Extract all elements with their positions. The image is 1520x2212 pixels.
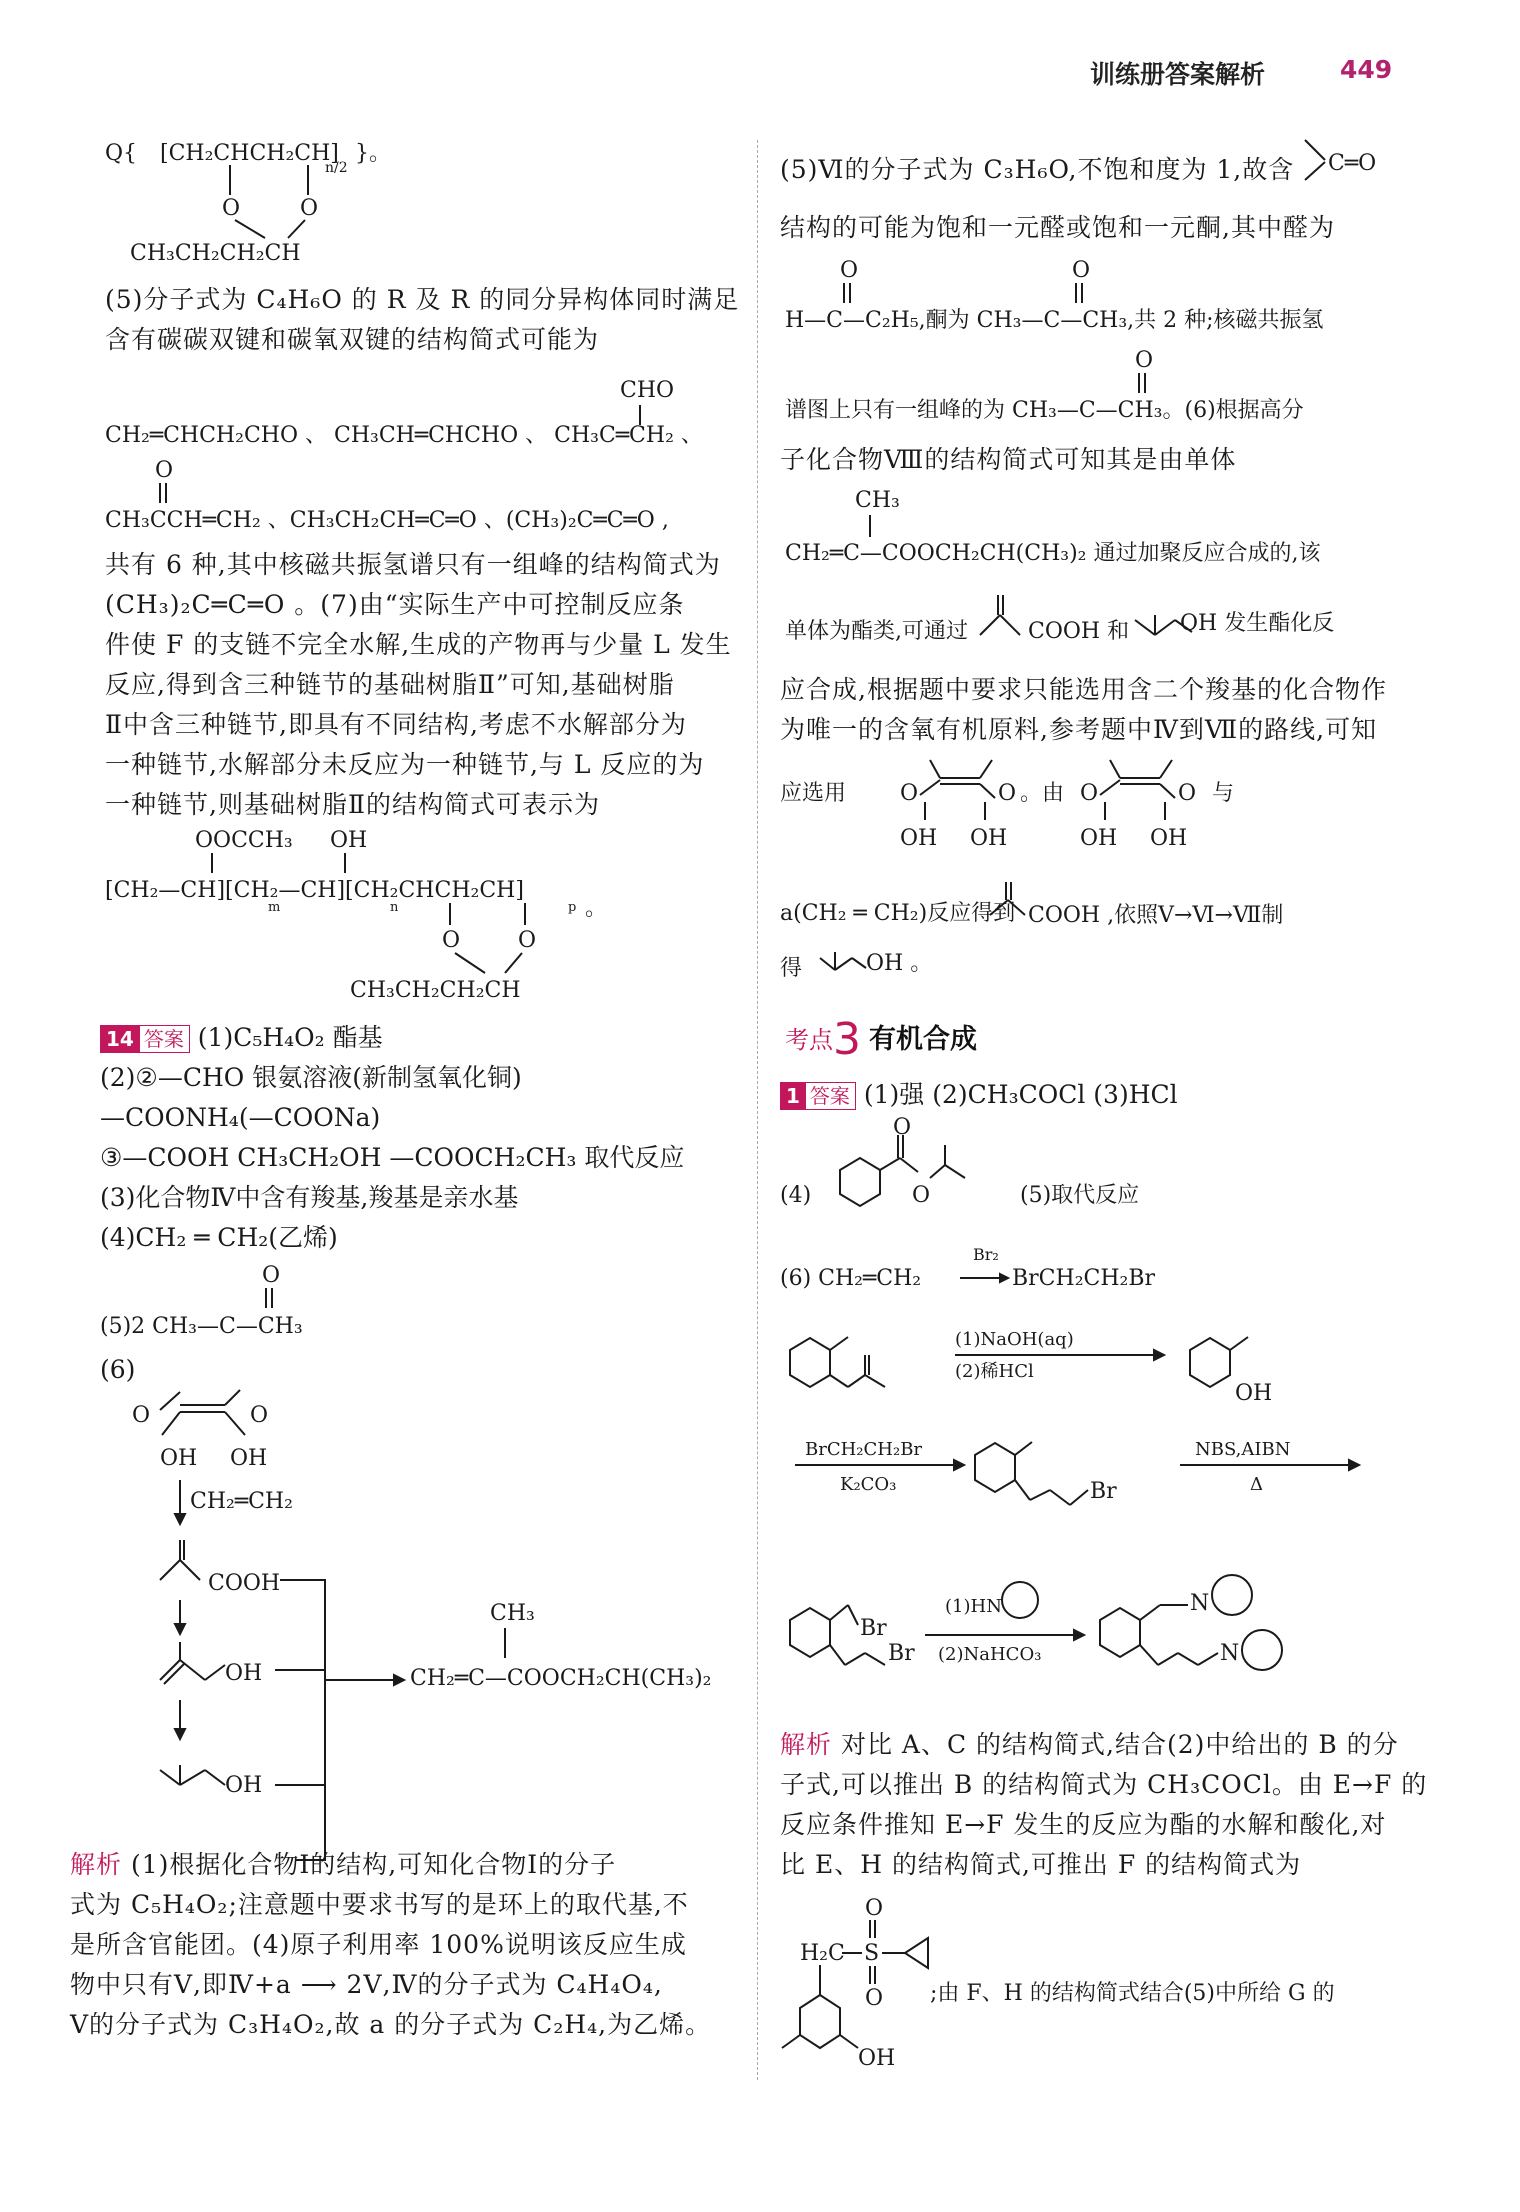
bond (1158, 1653, 1178, 1665)
q-label: Q{ (105, 141, 138, 166)
resin-main: [CH₂—CH][CH₂—CH][CH₂CHCH₂CH] (105, 878, 524, 903)
jx-left-line-4: 物中只有Ⅴ,即Ⅳ+a ⟶ 2Ⅴ,Ⅳ的分子式为 C₄H₄O₄, (70, 1970, 663, 1999)
arrowhead (1000, 1274, 1008, 1282)
p7-line-2: (CH₃)₂C═C═O 。(7)由“实际生产中可控制反应条 (105, 590, 685, 619)
resin-sub-p: p (568, 900, 577, 915)
jx-right-text-1: 对比 A、C 的结构简式,结合(2)中给出的 B 的分 (840, 1730, 1399, 1759)
r11-text-a: a(CH₂ ═ CH₂)反应得到 (780, 901, 1016, 926)
bond (1100, 780, 1120, 795)
q-sub: n/2 (325, 160, 348, 176)
r10-text-a: 应选用 (780, 781, 847, 806)
kaodian-title: 有机合成 (868, 1024, 977, 1055)
answer-14-line-1 (100, 1023, 383, 1053)
answer-14-line-3: —COONH₄(—COONa) (100, 1103, 381, 1132)
acetone-structure (100, 1260, 500, 1340)
p7-line-4: 反应,得到含三种链节的基础树脂Ⅱ”可知,基础树脂 (105, 670, 675, 699)
connector (280, 1580, 325, 1860)
bond (1160, 760, 1172, 778)
step1-oh: OH (1235, 1381, 1273, 1406)
cond2-a: BrCH₂CH₂Br (805, 1439, 923, 1460)
bond (1030, 1490, 1050, 1500)
bond (1140, 1605, 1160, 1620)
resin-o-right: O (518, 928, 537, 953)
cond1-b: (2)稀HCl (955, 1361, 1034, 1382)
answer-14-line-6: (4)CH₂ ═ CH₂(乙烯) (100, 1223, 338, 1252)
final-oh: OH (858, 2046, 896, 2071)
bond (830, 1337, 848, 1350)
iso-line-1: CH₂═CHCH₂CHO 、 CH₃CH═CHCHO 、 CH₃C═CH₂ 、 (105, 423, 703, 448)
answer-14-num: 14 (100, 1025, 140, 1053)
a1-6-label: (6) CH₂═CH₂ (780, 1266, 922, 1291)
r-line-5: 子化合物Ⅷ的结构简式可知其是由单体 (780, 445, 1237, 474)
bond (1230, 1337, 1248, 1350)
section-kaodian-3 (785, 1014, 977, 1065)
bond (1070, 1490, 1088, 1505)
bond (180, 1660, 205, 1680)
synthesis-step-1 (780, 1305, 1410, 1415)
acetone-structure-2 (780, 345, 1410, 425)
resin-occh3: OOCCH₃ (195, 828, 293, 853)
r-line-8: 应合成,根据题中要求只能选用含二个羧基的化合物作 (780, 675, 1387, 704)
bond (920, 780, 940, 795)
isopropyl-benzoate-structure (780, 1115, 1410, 1240)
carbonyl-co: C═O (1328, 151, 1377, 176)
answer-14-tag: 答案 (138, 1025, 190, 1053)
bond (930, 1165, 945, 1178)
isomer-structures (100, 365, 740, 545)
bond (225, 1390, 240, 1405)
cond1-a: (1)NaOH(aq) (955, 1329, 1074, 1350)
bond (830, 1645, 845, 1665)
p5-line-2: 含有碳碳双键和碳氧双键的结构简式可能为 (105, 325, 600, 354)
s6-cooh: COOH (208, 1571, 281, 1596)
cond2-b: K₂CO₃ (840, 1474, 897, 1495)
step3-br-1: Br (860, 1616, 887, 1641)
bond (930, 760, 940, 778)
s6-oh-2: OH (225, 1661, 263, 1686)
jx-left-line-5: Ⅴ的分子式为 C₃H₄O₂,故 a 的分子式为 C₂H₄,为乙烯。 (70, 2010, 712, 2039)
jx-left-tag: 解析 (70, 1850, 123, 1879)
bond (845, 1653, 865, 1665)
r7-text-c: OH 发生酯化反 (1180, 611, 1335, 636)
answer-14-line-2: (2)②—CHO 银氨溶液(新制氢氧化铜) (100, 1063, 522, 1092)
aldehyde-ketone-structures (780, 255, 1410, 335)
step3-n-1: N (1190, 1591, 1210, 1616)
bond (160, 1560, 180, 1580)
r11-text-b: COOH ,依照Ⅴ→Ⅵ→Ⅶ制 (1028, 903, 1284, 928)
resin-sub-n: n (390, 900, 399, 915)
p7-line-1: 共有 6 种,其中核磁共振氢谱只有一组峰的结构简式为 (105, 550, 721, 579)
jx-left-text-1: (1)根据化合物Ⅰ的结构,可知化合物Ⅰ的分子 (130, 1850, 617, 1879)
arrowhead (1349, 1460, 1359, 1470)
answer-1-line-1 (780, 1080, 1178, 1110)
bond (288, 220, 305, 238)
arrowhead (1154, 1350, 1164, 1360)
answer-14-line-4: ③—COOH CH₃CH₂OH —COOCH₂CH₃ 取代反应 (100, 1143, 685, 1172)
r10-oh-4: OH (1150, 826, 1188, 851)
answer-1-6-ethylene (780, 1240, 1410, 1300)
pyrrolidine-ring (1212, 1575, 1252, 1615)
q-tail: }。 (355, 141, 391, 166)
s6-o-right: O (250, 1403, 269, 1428)
jx-left-line-1 (70, 1850, 616, 1880)
header-title: 训练册答案解析 (1090, 60, 1266, 89)
pyrrolidine-ring (1242, 1630, 1282, 1670)
bond (945, 1165, 965, 1178)
r7-structures (780, 580, 1410, 660)
benzene-ring (1100, 1608, 1140, 1657)
r-line-9: 为唯一的含氧有机原料,参考题中Ⅳ到Ⅶ的路线,可知 (780, 715, 1378, 744)
a1-5-label: (5)取代反应 (1020, 1183, 1140, 1208)
iso-cho: CHO (620, 378, 675, 403)
benzene-ring (840, 1158, 880, 1206)
synthesis-step-2 (780, 1420, 1410, 1540)
bond (1305, 140, 1325, 160)
cond3-a: NBS,AIBN (1195, 1439, 1291, 1460)
arrowhead (175, 1624, 185, 1634)
bond (1135, 620, 1155, 635)
bond (840, 2035, 858, 2048)
arrowhead (394, 1675, 404, 1685)
benzene-ring (975, 1443, 1015, 1492)
a1-4-label: (4) (780, 1183, 812, 1208)
s6-ethylene: CH₂═CH₂ (190, 1489, 293, 1514)
q-bottom: CH₃CH₂CH₂CH (130, 241, 301, 266)
resin-sub-m: m (268, 900, 281, 915)
step2-br: Br (1090, 1479, 1117, 1504)
s6-oh-3: OH (225, 1773, 263, 1798)
q-polymer-structure (100, 120, 740, 270)
bond (180, 1770, 205, 1785)
cond4-b: (2)NaHCO₃ (938, 1644, 1042, 1665)
r10-o-1: O (900, 781, 919, 806)
answer-14-line-5: (3)化合物Ⅳ中含有羧基,羧基是亲水基 (100, 1183, 519, 1212)
arrowhead (175, 1514, 185, 1524)
s6-o-left: O (132, 1403, 151, 1428)
arrowhead (1074, 1630, 1084, 1640)
bond (1178, 1653, 1198, 1665)
s6-oh-right: OH (230, 1446, 268, 1471)
r-line-2: 结构的可能为饱和一元醛或饱和一元酮,其中醛为 (780, 213, 1335, 242)
jx-left-line-3: 是所含官能团。(4)原子利用率 100%说明该反应生成 (70, 1930, 687, 1959)
bond (900, 1158, 918, 1172)
q-formula: [CH₂CHCH₂CH] (160, 141, 339, 166)
r10-oh-3: OH (1080, 826, 1118, 851)
column-divider (757, 140, 758, 2080)
resin-bottom: CH₃CH₂CH₂CH (350, 978, 521, 1003)
p7-line-7: 一种链节,则基础树脂Ⅱ的结构简式可表示为 (105, 790, 600, 819)
bond (980, 760, 992, 778)
bond (1160, 784, 1175, 798)
r10-o-3: O (1080, 781, 1099, 806)
a1-6-prod: BrCH₂CH₂Br (1012, 1266, 1156, 1291)
bond (180, 1560, 200, 1580)
jx-right-tag: 解析 (780, 1730, 833, 1759)
bond (830, 1375, 848, 1387)
r10-o-4: O (1178, 781, 1197, 806)
resin-oh: OH (330, 828, 368, 853)
p5-line-1: (5)分子式为 C₄H₆O 的 R 及 R 的同分异构体同时满足 (105, 285, 740, 314)
answer-1-text: (1)强 (2)CH₃COCl (3)HCl (863, 1080, 1178, 1109)
r10-o-2: O (998, 781, 1017, 806)
r10-oh-2: OH (970, 826, 1008, 851)
bond (162, 1412, 180, 1435)
r6-ch3: CH₃ (855, 488, 900, 513)
final-o-top: O (865, 1896, 884, 1921)
answer-14-acetone: (5)2 CH₃—C—CH₃ (100, 1314, 303, 1339)
cond4-a: (1)HN (945, 1596, 1002, 1617)
pyrrolidine-ring (1002, 1582, 1038, 1618)
final-o-bottom: O (865, 1986, 884, 2011)
final-s: S (864, 1941, 880, 1966)
r3-o-1: O (840, 258, 859, 283)
acetone-o: O (262, 1263, 281, 1288)
bond (225, 1412, 245, 1435)
r10-text-c: 与 (1212, 781, 1235, 806)
answer-14-text-1: (1)C₅H₄O₂ 酯基 (197, 1023, 383, 1052)
bond (835, 958, 852, 970)
r10-oh-1: OH (900, 826, 938, 851)
r-line-3: H—C—C₂H₅,酮为 CH₃—C—CH₃,共 2 种;核磁共振氢 (785, 308, 1324, 333)
bond (455, 953, 485, 973)
jx-right-line-4: 比 E、H 的结构简式,可推出 F 的结构简式为 (780, 1850, 1302, 1879)
r10-structures (780, 750, 1410, 860)
s6-oh-left: OH (160, 1446, 198, 1471)
kaodian-number: 3 (833, 1014, 861, 1065)
r10-text-b: 。由 (1020, 781, 1065, 806)
bond (1198, 1653, 1218, 1665)
r4-o: O (1135, 348, 1154, 373)
benzene-ring (1190, 1338, 1230, 1387)
jx-left-line-2: 式为 C₅H₄O₂;注意题中要求书写的是环上的取代基,不 (70, 1890, 689, 1919)
carbonyl-fragment (1300, 120, 1400, 190)
page-header (1000, 55, 1420, 95)
bond (820, 958, 835, 970)
benzene-ring (790, 1338, 830, 1387)
bond (505, 953, 522, 973)
bond (848, 1605, 858, 1625)
a1-4-o-ester: O (912, 1183, 931, 1208)
r7-text-a: 单体为酯类,可通过 (785, 619, 968, 644)
p7-line-5: Ⅱ中含三种链节,即具有不同结构,考虑不水解部分为 (105, 710, 687, 739)
step3-n-2: N (1220, 1641, 1240, 1666)
bond (865, 1653, 885, 1665)
monomer-structure (780, 485, 1410, 565)
cyclopropyl-ring (905, 1938, 928, 1968)
jx-right-line-2: 子式,可以推出 B 的结构简式为 CH₃COCl。由 E→F 的 (780, 1770, 1428, 1799)
answer-1-num: 1 (780, 1082, 806, 1110)
r12-text-a: 得 (780, 956, 803, 981)
bond (160, 1770, 180, 1785)
bond (1155, 620, 1175, 635)
answer-1-tag: 答案 (804, 1082, 856, 1110)
bond (852, 958, 866, 968)
r12-text-b: OH 。 (866, 951, 933, 976)
bond (830, 1605, 848, 1620)
a1-4-o-top: O (893, 1115, 912, 1140)
p7-line-6: 一种链节,水解部分未反应为一种链节,与 L 反应的为 (105, 750, 705, 779)
bond (1050, 1490, 1070, 1505)
benzene-ring (800, 1995, 840, 2048)
iso-o: O (155, 458, 174, 483)
resin-ii-structure (100, 825, 740, 1015)
bond (980, 784, 995, 798)
bond (1000, 615, 1020, 635)
arrowhead (954, 1460, 964, 1470)
final-h2c: H₂C (800, 1941, 845, 1966)
r7-text-b: COOH 和 (1028, 619, 1130, 644)
bond (865, 1375, 885, 1387)
bond (1140, 1645, 1158, 1665)
synthesis-step-3 (780, 1550, 1410, 1690)
bond (235, 220, 265, 238)
answer-14-line-8: (6) (100, 1355, 136, 1384)
r-line-1: (5)Ⅵ的分子式为 C₃H₆O,不饱和度为 1,故含 (780, 155, 1295, 184)
jx-right-line-3: 反应条件推知 E→F 发生的反应为酯的水解和酸化,对 (780, 1810, 1387, 1839)
final-text: ;由 F、H 的结构简式结合(5)中所给 G 的 (930, 1981, 1335, 2006)
resin-o-left: O (442, 928, 461, 953)
q-o-right: O (300, 196, 319, 221)
r3-o-2: O (1072, 258, 1091, 283)
benzene-ring (790, 1608, 830, 1657)
r11-structures (780, 870, 1410, 1000)
bond (980, 615, 1000, 635)
bond (848, 1375, 865, 1387)
r-line-4: 谱图上只有一组峰的为 CH₃—C—CH₃。(6)根据高分 (785, 398, 1304, 423)
page-number: 449 (1340, 55, 1393, 84)
a1-6-br2: Br₂ (973, 1245, 999, 1264)
p7-line-3: 件使 F 的支链不完全水解,生成的产物再与少量 L 发生 (105, 630, 732, 659)
bond (1015, 1480, 1030, 1500)
bond (1015, 1442, 1032, 1455)
f-structure (780, 1890, 1410, 2090)
arrowhead (175, 1729, 185, 1739)
q-o-left: O (222, 196, 241, 221)
cond3-b: Δ (1250, 1474, 1263, 1495)
jx-right-line-1 (780, 1730, 1399, 1760)
resin-tail: 。 (585, 896, 608, 921)
iso-line-2: CH₃CCH═CH₂ 、CH₃CH₂CH═C═O 、(CH₃)₂C═C═O , (105, 508, 669, 533)
bond (205, 1770, 225, 1785)
bond (880, 1158, 900, 1170)
r-line-6: CH₂═C—COOCH₂CH(CH₃)₂ 通过加聚反应合成的,该 (785, 541, 1321, 566)
bond (1110, 760, 1120, 778)
bond (160, 1392, 180, 1410)
step3-br-2: Br (888, 1641, 915, 1666)
s6-ch3: CH₃ (490, 1601, 535, 1626)
kaodian-prefix: 考点 (785, 1026, 833, 1054)
s6-product: CH₂═C—COOCH₂CH(CH₃)₂ (410, 1666, 712, 1691)
bond (1305, 162, 1325, 180)
bond (782, 2035, 800, 2048)
bond (205, 1665, 225, 1680)
